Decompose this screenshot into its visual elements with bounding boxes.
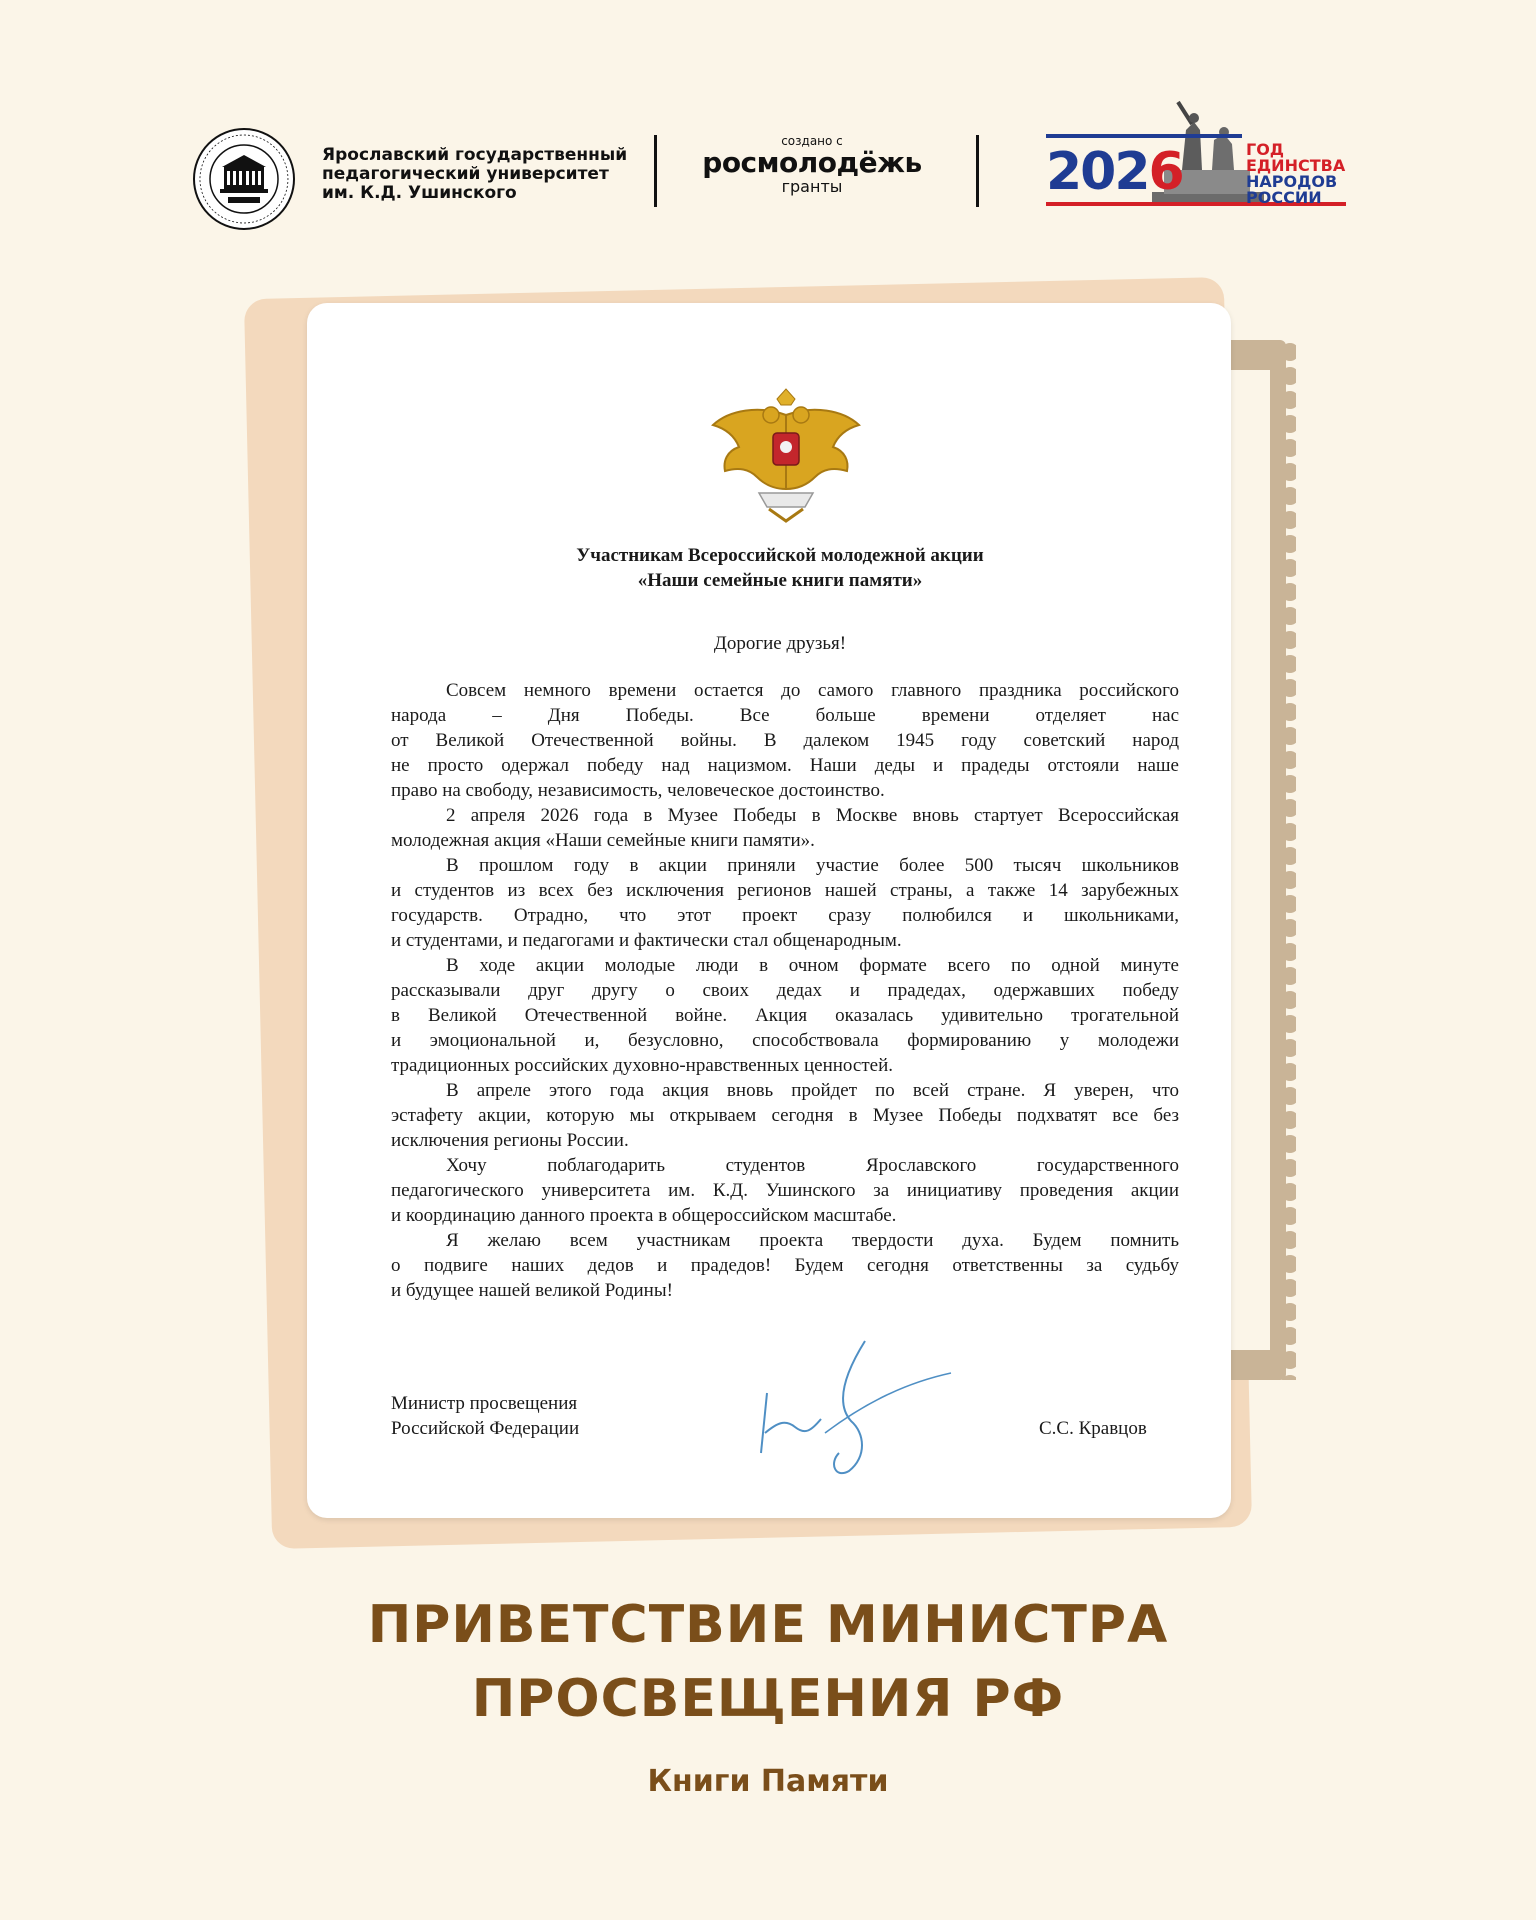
university-name (322, 146, 652, 203)
year-text-line: ЕДИНСТВА (1246, 156, 1346, 175)
ministry-eagle-emblem (709, 385, 863, 525)
signatory-title-line: Министр просвещения (391, 1393, 578, 1414)
letter-line: В ходе акции молодые люди в очном формате всего по одной минуте (446, 955, 1179, 976)
flag-stripe-blue (1046, 134, 1242, 138)
letter-paragraph (391, 953, 1179, 1078)
letter-paragraph (391, 803, 1179, 853)
letter-line: В апреле этого года акция вновь пройдет по всей стране. Я уверен, что (446, 1080, 1179, 1101)
letter-paragraph (391, 678, 1179, 803)
letter-heading-line: «Наши семейные книги памяти» (637, 570, 923, 591)
letter-line: Хочу поблагодарить студентов Ярославского государственного (446, 1155, 1179, 1176)
letter-line: молодежная акция «Наши семейные книги памяти». (391, 830, 815, 851)
letter-heading (381, 543, 1179, 593)
letter-paragraph (391, 1153, 1179, 1228)
year-number (1046, 144, 1183, 200)
stamp-edge-decoration (1220, 340, 1296, 1380)
letter-line: народа – Дня Победы. Все больше времени отделяет нас (391, 705, 1179, 726)
letter-line: педагогического университета им. К.Д. Ушинского за инициативу проведения акции (391, 1180, 1179, 1201)
university-name-line: Ярославский государственный (322, 145, 628, 165)
signatory-name: С.С. Кравцов (1039, 1418, 1147, 1439)
header (0, 0, 1536, 250)
header-divider (976, 135, 979, 207)
letter-line: право на свободу, независимость, человеческое достоинство. (391, 780, 885, 801)
signatory-title-line: Российской Федерации (391, 1418, 580, 1439)
header-divider (654, 135, 657, 207)
university-name-line: педагогический университет (322, 164, 609, 184)
letter-heading-line: Участникам Всероссийской молодежной акции (576, 545, 984, 566)
grant-brand: росмолодёжь (702, 146, 922, 179)
year-digits: 2026 (1046, 142, 1183, 202)
letter-paragraph (391, 1078, 1179, 1153)
page-title-line: ПРИВЕТСТВИЕ МИНИСТРА (367, 1595, 1169, 1655)
letter-line: и координацию данного проекта в общероссийском масштабе. (391, 1205, 897, 1226)
letter-line: эстафету акции, которую мы открываем сегодня в Музее Победы подхватят все без (391, 1105, 1179, 1126)
letter-line: традиционных российских духовно-нравственных ценностей. (391, 1055, 893, 1076)
letter-line: 2 апреля 2026 года в Музее Победы в Москве вновь стартует Всероссийская (446, 805, 1179, 826)
signatory-title (391, 1391, 579, 1441)
letter-line: и будущее нашей великой Родины! (391, 1280, 673, 1301)
letter-body (391, 678, 1179, 1303)
page-subtitle: Книги Памяти (647, 1764, 889, 1799)
university-seal-logo (192, 127, 296, 231)
letter-line: не просто одержал победу над нацизмом. Наши деды и прадеды отстояли наше (391, 755, 1179, 776)
year-text-line: НАРОДОВ (1246, 172, 1338, 191)
letter-line: о подвиге наших дедов и прадедов! Будем сегодня ответственны за судьбу (391, 1255, 1179, 1276)
letter-line: Совсем немного времени остается до самого главного праздника российского (446, 680, 1179, 701)
letter-line: государств. Отрадно, что этот проект сразу полюбился и школьниками, (391, 905, 1179, 926)
page-title-line: ПРОСВЕЩЕНИЯ РФ (471, 1669, 1065, 1729)
letter-line: рассказывали друг другу о своих дедах и прадедах, одержавших победу (391, 980, 1179, 1001)
page-title (0, 1588, 1536, 1736)
letter-line: исключения регионы России. (391, 1130, 629, 1151)
minister-letter-page (307, 303, 1231, 1518)
year-of-unity-text (1246, 142, 1345, 206)
letter-paragraph (391, 853, 1179, 953)
year-of-unity-logo (1046, 100, 1346, 210)
year-text-line: РОССИИ (1246, 188, 1322, 207)
grant-caption-bottom: гранты (781, 177, 843, 196)
letter-line: от Великой Отечественной войны. В далеком 1945 году советский народ (391, 730, 1179, 751)
rosmolodezh-grant-logo (700, 134, 924, 195)
year-text-line: ГОД (1246, 140, 1285, 159)
university-name-line: им. К.Д. Ушинского (322, 183, 517, 203)
letter-text (391, 543, 1179, 1303)
grant-caption-top: создано с (781, 134, 843, 148)
letter-paragraph (391, 1228, 1179, 1303)
letter-line: В прошлом году в акции приняли участие более 500 тысяч школьников (446, 855, 1179, 876)
letter-line: Я желаю всем участникам проекта твердости духа. Будем помнить (446, 1230, 1179, 1251)
handwritten-signature (755, 1333, 955, 1483)
letter-line: и эмоциональной и, безусловно, способствовала формированию у молодежи (391, 1030, 1179, 1051)
letter-line: и студентов из всех без исключения регионов нашей страны, а также 14 зарубежных (391, 880, 1179, 901)
letter-greeting: Дорогие друзья! (713, 633, 847, 654)
letter-line: и студентами, и педагогами и фактически стал общенародным. (391, 930, 902, 951)
letter-line: в Великой Отечественной войне. Акция оказалась удивительно трогательной (391, 1005, 1179, 1026)
